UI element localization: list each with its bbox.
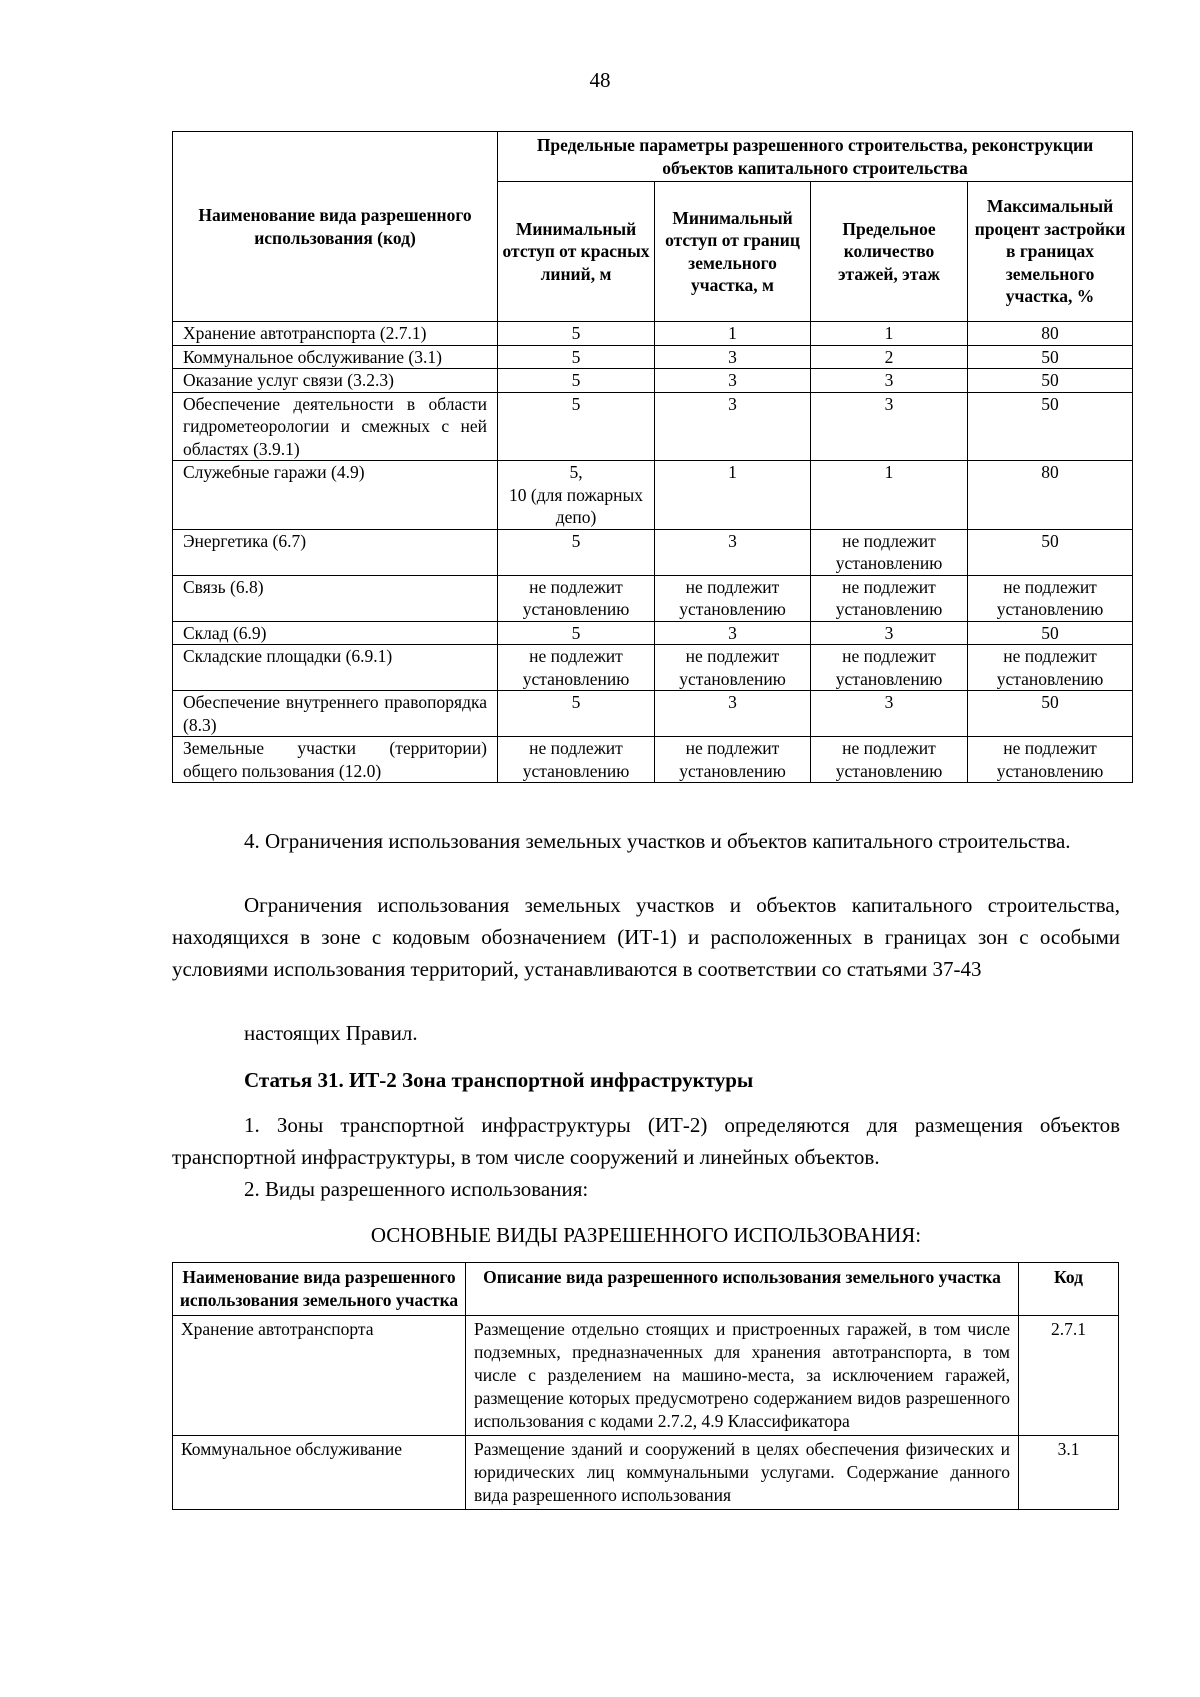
row-name: Земельные участки (территории) общего пользования (12.0) <box>173 737 498 783</box>
row-name: Оказание услуг связи (3.2.3) <box>173 369 498 393</box>
table-row <box>173 529 1133 575</box>
table-row <box>173 461 1133 530</box>
row-name: Хранение автотранспорта (2.7.1) <box>173 322 498 346</box>
cell-floors: 3 <box>811 621 968 645</box>
cell-percent: 50 <box>968 345 1133 369</box>
cell-percent: 50 <box>968 369 1133 393</box>
table-row <box>173 345 1133 369</box>
kind-name: Коммунальное обслуживание <box>173 1436 466 1510</box>
col-header-description: Описание вида разрешенного использования земельного участка <box>466 1263 1019 1316</box>
cell-floors: 1 <box>811 461 968 530</box>
col-header-floors: Предельное количество этажей, этаж <box>811 182 968 322</box>
paragraph-rules: настоящих Правил. <box>244 1021 418 1045</box>
cell-boundaries: не подлежит установлению <box>655 575 811 621</box>
permitted-kinds-table <box>172 1262 1119 1510</box>
cell-boundaries: 3 <box>655 529 811 575</box>
cell-red-lines: 5 <box>498 392 655 461</box>
row-name: Служебные гаражи (4.9) <box>173 461 498 530</box>
cell-red-lines: 5 <box>498 691 655 737</box>
cell-floors: 3 <box>811 369 968 393</box>
paragraph-restrictions: 4. Ограничения использования земельных участков и объектов капитального строительства. <box>244 829 1071 853</box>
row-name: Склад (6.9) <box>173 621 498 645</box>
table-row <box>173 369 1133 393</box>
cell-boundaries: 3 <box>655 392 811 461</box>
cell-red-lines: 5, 10 (для пожарных депо) <box>498 461 655 530</box>
cell-boundaries: 3 <box>655 691 811 737</box>
cell-percent: не подлежит установлению <box>968 575 1133 621</box>
table-row <box>173 392 1133 461</box>
cell-floors: 3 <box>811 392 968 461</box>
table-row <box>173 737 1133 783</box>
table-row <box>173 621 1133 645</box>
cell-floors: 2 <box>811 345 968 369</box>
kind-name: Хранение автотранспорта <box>173 1316 466 1436</box>
cell-floors: не подлежит установлению <box>811 737 968 783</box>
col-header-group: Предельные параметры разрешенного строительства, реконструкции объектов капитального строительства <box>498 132 1133 182</box>
cell-floors: не подлежит установлению <box>811 529 968 575</box>
cell-red-lines: 5 <box>498 621 655 645</box>
col-header-code: Код <box>1019 1263 1119 1316</box>
cell-percent: 80 <box>968 461 1133 530</box>
col-header-name: Наименование вида разрешенного использования (код) <box>173 132 498 322</box>
cell-red-lines: не подлежит установлению <box>498 737 655 783</box>
cell-boundaries: 3 <box>655 345 811 369</box>
row-name: Складские площадки (6.9.1) <box>173 645 498 691</box>
paragraph-kinds: 2. Виды разрешенного использования: <box>244 1177 589 1201</box>
row-name: Коммунальное обслуживание (3.1) <box>173 345 498 369</box>
paragraph-zone-definition: 1. Зоны транспортной инфраструктуры (ИТ-2) определяются для размещения объектов транспортной инфраструктуры, в том числе сооружений и линейных объектов. <box>172 1113 1120 1169</box>
kind-description: Размещение зданий и сооружений в целях обеспечения физических и юридических лиц коммунальными услугами. Содержание данного вида разрешенного использования <box>466 1436 1019 1510</box>
page-number: 48 <box>589 68 611 92</box>
table-row <box>173 691 1133 737</box>
table-row <box>173 1436 1119 1510</box>
cell-red-lines: 5 <box>498 369 655 393</box>
cell-boundaries: не подлежит установлению <box>655 645 811 691</box>
cell-red-lines: 5 <box>498 322 655 346</box>
kind-description: Размещение отдельно стоящих и пристроенных гаражей, в том числе подземных, предназначенных для хранения автотранспорта, в том числе с разделением на машино-места, за исключением гаражей, размещение которых предусмотрено содержанием видов разрешенного использования с кодами 2.7.2, 4.9 Классификатора <box>466 1316 1019 1436</box>
cell-boundaries: 3 <box>655 369 811 393</box>
cell-boundaries: не подлежит установлению <box>655 737 811 783</box>
table-row <box>173 575 1133 621</box>
cell-percent: 80 <box>968 322 1133 346</box>
kind-code: 3.1 <box>1019 1436 1119 1510</box>
row-name: Обеспечение деятельности в области гидрометеорологии и смежных с ней областях (3.9.1) <box>173 392 498 461</box>
cell-red-lines: не подлежит установлению <box>498 575 655 621</box>
table-row <box>173 322 1133 346</box>
cell-percent: 50 <box>968 621 1133 645</box>
col-header-red-lines: Минимальный отступ от красных линий, м <box>498 182 655 322</box>
row-name: Энергетика (6.7) <box>173 529 498 575</box>
row-name: Связь (6.8) <box>173 575 498 621</box>
cell-percent: 50 <box>968 691 1133 737</box>
cell-percent: 50 <box>968 529 1133 575</box>
cell-red-lines: не подлежит установлению <box>498 645 655 691</box>
kind-code: 2.7.1 <box>1019 1316 1119 1436</box>
col-header-boundaries: Минимальный отступ от границ земельного участка, м <box>655 182 811 322</box>
cell-boundaries: 3 <box>655 621 811 645</box>
cell-red-lines: 5 <box>498 529 655 575</box>
table-row <box>173 1316 1119 1436</box>
parameters-table <box>172 131 1133 783</box>
cell-floors: не подлежит установлению <box>811 575 968 621</box>
cell-percent: 50 <box>968 392 1133 461</box>
cell-percent: не подлежит установлению <box>968 737 1133 783</box>
cell-floors: 1 <box>811 322 968 346</box>
cell-percent: не подлежит установлению <box>968 645 1133 691</box>
paragraph-restrictions-detail: Ограничения использования земельных участков и объектов капитального строительства, находящихся в зоне с кодовым обозначением (ИТ-1) и расположенных в границах зон с особыми условиями использования территорий, устанавливаются в соответствии со статьями 37-43 <box>172 893 1120 981</box>
col-header-percent: Максимальный процент застройки в границах земельного участка, % <box>968 182 1133 322</box>
cell-floors: не подлежит установлению <box>811 645 968 691</box>
article-heading: Статья 31. ИТ-2 Зона транспортной инфраструктуры <box>244 1068 754 1092</box>
row-name: Обеспечение внутреннего правопорядка (8.3) <box>173 691 498 737</box>
cell-boundaries: 1 <box>655 322 811 346</box>
table-row <box>173 645 1133 691</box>
section-title: ОСНОВНЫЕ ВИДЫ РАЗРЕШЕННОГО ИСПОЛЬЗОВАНИЯ: <box>370 1223 922 1247</box>
cell-boundaries: 1 <box>655 461 811 530</box>
cell-red-lines: 5 <box>498 345 655 369</box>
cell-floors: 3 <box>811 691 968 737</box>
col-header-kind-name: Наименование вида разрешенного использования земельного участка <box>173 1263 466 1316</box>
